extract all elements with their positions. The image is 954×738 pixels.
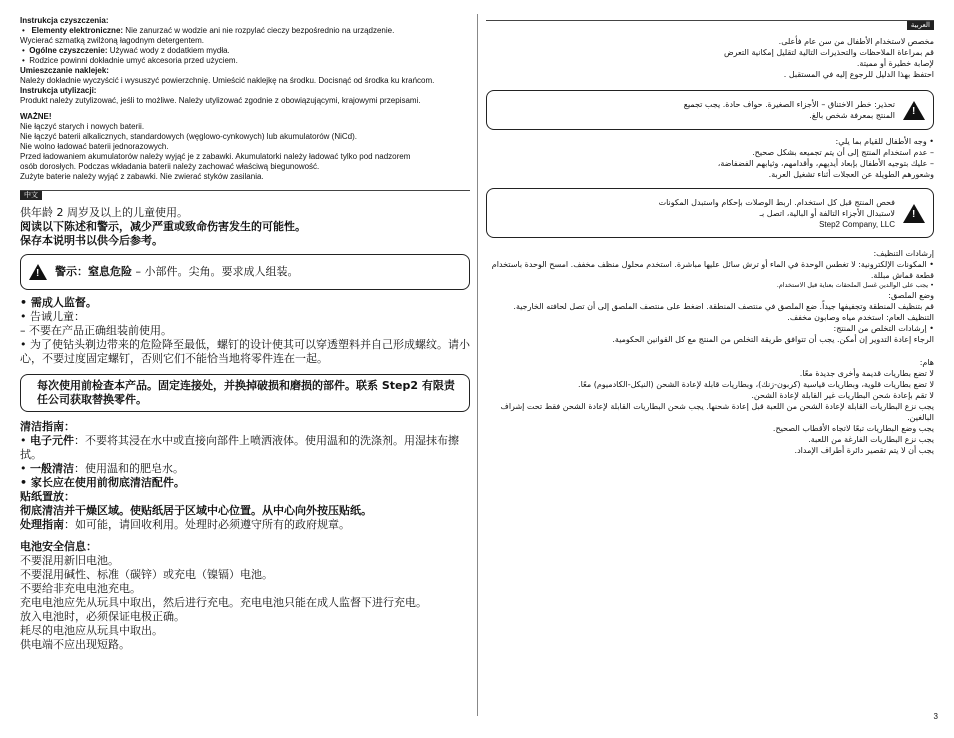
zh-clean-title: 清洁指南： [20, 420, 75, 433]
zh-general-label: 一般清洁 [30, 462, 74, 475]
zh-battery-line: 耗尽的电池应从玩具中取出。 [20, 624, 163, 637]
zh-no-play-assembly: – 不要在产品正确组装前使用。 [20, 324, 172, 337]
zh-battery-line: 不要给非充电电池充电。 [20, 582, 141, 595]
pl-general-text: Używać wody z dodatkiem mydła. [107, 46, 230, 55]
pl-disposal-title: Instrukcja utylizacji: [20, 86, 97, 95]
ar-cleaning-note: • يجب على الوالدين غسل الملحقات بعناية قبل الاستخدام. [776, 281, 934, 289]
ar-disposal-text: الرجاء إعادة التدوير إن أمكن. يجب أن تتوافق طريقة التخلص من المنتج مع كل القوانين الحكومية. [612, 335, 934, 344]
pl-parents-text: Rodzice powinni dokładnie umyć akcesoria przed użyciem. [29, 56, 238, 65]
zh-age: 供年龄 2 周岁及以上的儿童使用。 [20, 206, 188, 219]
pl-battery-line: Zużyte baterie należy wyjąć z zabawki. Nie zwierać styków zasilania. [20, 172, 264, 181]
zh-inspect-text: 每次使用前检查本产品。固定连接处，并换掉破损和磨损的部件。联系 Step2 有限责任公司获取替换零件。 [37, 379, 455, 406]
ar-important-title: هام: [919, 358, 934, 367]
ar-intro-line: مخصص لاستخدام الأطفال من سن عام فأعلى. [778, 37, 934, 46]
zh-warn-text: – 小部件。尖角。要求成人组装。 [132, 265, 299, 278]
chinese-lang-tag: 中文 [20, 191, 42, 200]
pl-battery-line: Nie łączyć starych i nowych baterii. [20, 122, 145, 131]
arabic-lang-tag: العربية [907, 21, 934, 30]
ar-sticker-text: قم بتنظيف المنطقة وتجفيفها جيداً. ضع الملصق في منتصف المنطقة. اضغط على منتصف الملصق إلى أن تصل لحافته الخارجية. [513, 302, 934, 311]
zh-drill-warning: 为了使钻头剃边带来的危险降至最低，螺钉的设计使其可以穿透塑料并自己形成螺纹。请小心，不要过度固定螺钉，否则它们不能恰当地将零件连在一起。 [20, 338, 470, 365]
ar-supervision-line: – عدم استخدام المنتج إلى أن يتم تجميعه بشكل صحيح. [752, 148, 934, 157]
page-number: 3 [933, 712, 938, 721]
arabic-section [486, 36, 934, 456]
ar-battery-line: يجب وضع البطاريات تبعًا لاتجاه الأقطاب الصحيح. [772, 424, 934, 433]
ar-choking-warning-box [486, 90, 934, 130]
zh-parents-clean: 家长应在使用前彻底清洁配件。 [30, 476, 185, 489]
zh-elec-text: ：不要将其浸在水中或直接向部件上喷洒液体。使用温和的洗涤剂。用湿抹布擦拭。 [20, 434, 459, 461]
zh-disposal-text: ：如可能，请回收利用。处理时必须遵守所有的政府规章。 [64, 518, 350, 531]
zh-adult-assembly: 需成人监督。 [30, 296, 97, 309]
ar-battery-line: يجب أن لا يتم تقصير دائرة أطراف الإمداد. [794, 446, 934, 455]
zh-tell-children: 告诫儿童： [30, 310, 85, 323]
ar-warn2-company: Step2 Company, LLC [819, 219, 895, 229]
pl-battery-line: Nie wolno ładować baterii jednorazowych. [20, 142, 169, 151]
ar-battery-line: يجب نزع البطاريات الفارغة من اللعبة. [808, 435, 934, 444]
zh-battery-line: 放入电池时，必须保证电极正确。 [20, 610, 185, 623]
zh-disposal-label: 处理指南 [20, 518, 64, 531]
pl-electronic-text2: Wycierać szmatką zwilżoną łagodnym detergentem. [20, 36, 205, 45]
ar-sticker-title: وضع الملصق: [888, 291, 934, 300]
zh-battery-line: 充电电池应先从玩具中取出，然后进行充电。充电电池只能在成人监督下进行充电。 [20, 596, 427, 609]
pl-electronic-text: Nie zanurzać w wodzie ani nie rozpylać cieczy bezpośrednio na urządzenie. [123, 26, 395, 35]
zh-general-text: ：使用温和的肥皂水。 [74, 462, 184, 475]
chinese-section: 供年龄 2 周岁及以上的儿童使用。 阅读以下陈述和警示，减少严重或致命伤害发生的可能性。 保存本说明书以供今后参考。 ! 警示：窒息危险 – 小部件。尖角。要求成人组装。 • 需成人监督。 • 告诫儿童： – 不要在产品正确组装前使用。 • 为了使钻头剃边带来的危险降至最低，螺钉的设计使其可以穿透塑料并自己形成螺纹。请小心，不要过度固定螺钉，否则它们不能恰当地将零件连在一起。 每次使用前检查本产品。固定连接处，并换掉破损和磨损的部件。联系 Step2 有限责任公司获取替换零件。 清洁指南： • 电子元件：不要将其浸在水中或直接向部件上喷洒液体。使用温和的洗涤剂。用湿抹布擦拭。 • 一般清洁：使用温和的肥皂水。 • 家长应在使用前彻底清洁配件。 贴纸置放： 彻底清洁并干燥区域。使贴纸居于区域中心位置。从中心向外按压贴纸。 处理指南：如可能，请回收利用。处理时必须遵守所有的政府规章。 电池安全信息： 不要混用新旧电池。 不要混用碱性、标准（碳锌）或充电（镍镉）电池。 不要给非充电电池充电。 充电电池应先从玩具中取出，然后进行充电。充电电池只能在成人监督下进行充电。 放入电池时，必须保证电极正确。 耗尽的电池应从玩具中取出。 供电端不应出现短路。 [20, 206, 470, 651]
zh-choking-warning-box [20, 254, 470, 290]
warning-triangle-icon: ! [903, 101, 925, 120]
warning-triangle-icon: ! [903, 204, 925, 223]
pl-battery-line: Nie łączyć baterii alkalicznych, standardowych (węglowo-cynkowych) lub akumulatorów (NiCd). [20, 132, 358, 141]
pl-battery-line: Przed ładowaniem akumulatorów należy wyjąć je z zabawki. Akumulatorki należy ładować tylko pod nadzorem [20, 152, 411, 161]
polish-section: Instrukcja czyszczenia: • Elementy elektroniczne: Nie zanurzać w wodzie ani nie rozpylać cieczy bezpośrednio na urządzenie. Wycierać szmatką zwilżoną łagodnym detergentem. • Ogólne czyszczenie: Używać wody z dodatkiem mydła. • Rodzice powinni dokładnie umyć akcesoria przed użyciem. Umieszczanie naklejek: Należy dokładnie wyczyścić i wysuszyć powierzchnię. Umieścić naklejkę na środku. Docisnąć od środka ku krańcom. Instrukcja utylizacji: Produkt należy zutylizować, jeśli to możliwe. Należy utylizować zgodnie z obowiązującymi, krajowymi przepisami. WAŻNE! Nie łączyć starych i nowych baterii. Nie łączyć baterii alkalicznych, standardowych (węglowo-cynkowych) lub akumulatorów (NiCd). Nie wolno ładować baterii jednorazowych. Przed ładowaniem akumulatorów należy wyjąć je z zabawki. Akumulatorki należy ładować tylko pod nadzorem osób dorosłych. Podczas wkładania baterii należy zachować właściwą biegunowość. Zużyte baterie należy wyjąć z zabawki. Nie zwierać styków zasilania. [20, 16, 470, 182]
ar-battery-line: لا تقم بإعادة شحن البطاريات غير القابلة لإعادة الشحن. [751, 391, 934, 400]
ar-warn2: فحص المنتج قبل كل استخدام. اربط الوصلات بإحكام واستبدل المكونات لاستبدال الأجزاء التالفة أو البالية، اتصل بـ [658, 197, 895, 218]
ar-general-clean: التنظيف العام: استخدم مياه وصابون مخفف. [787, 313, 934, 322]
pl-general-label: Ogólne czyszczenie: [29, 46, 108, 55]
zh-battery-line: 不要混用碱性、标准（碳锌）或充电（镍镉）电池。 [20, 568, 273, 581]
zh-battery-line: 不要混用新旧电池。 [20, 554, 119, 567]
arabic-lang-bar [486, 20, 934, 30]
ar-battery-line: لا تضع بطاريات قديمة وأخرى جديدة معًا. [799, 369, 934, 378]
pl-disposal-text: Produkt należy zutylizować, jeśli to możliwe. Należy utylizować zgodnie z obowiązującymi, krajowymi przepisami. [20, 96, 421, 105]
zh-warn-label: 警示：窒息危险 [55, 265, 132, 278]
zh-battery-line: 供电端不应出现短路。 [20, 638, 130, 651]
pl-sticker-text: Należy dokładnie wyczyścić i wysuszyć powierzchnię. Umieścić naklejkę na środku. Docisnąć od środka ku krańcom. [20, 76, 435, 85]
pl-electronic-label: Elementy elektroniczne: [31, 26, 124, 35]
zh-read-warning: 阅读以下陈述和警示，减少严重或致命伤害发生的可能性。 [20, 220, 306, 233]
ar-supervision-line: وشعورهم الطويلة عن العجلات أثناء تشغيل العربة. [768, 170, 934, 179]
ar-warn1: تحذير: خطر الاختناق – الأجزاء الصغيرة. حواف حادة. يجب تجميع المنتج بمعرفة شخص بالغ. [683, 100, 895, 120]
ar-intro-line: قم بمراعاة الملاحظات والتحذيرات التالية لتقليل إمكانية التعرض [723, 48, 934, 57]
chinese-lang-bar [20, 190, 470, 200]
ar-cleaning-elec: • المكونات الإلكترونية: لا تغطس الوحدة في الماء أو ترش سائل عليها مباشرة. استخدم محلول منظف مخفف. امسح الوحدة باستخدام قطعة قماش مبللة. [491, 260, 934, 280]
ar-inspect-box [486, 188, 934, 238]
zh-inspect-box [20, 374, 470, 412]
pl-sticker-title: Umieszczanie naklejek: [20, 66, 109, 75]
ar-battery-line: لا تضع بطاريات قلوية، وبطاريات قياسية (كربون-زنك)، وبطاريات قابلة لإعادة الشحن (النيكل-الكادميوم) معًا. [578, 380, 934, 389]
pl-cleaning-title: Instrukcja czyszczenia: [20, 16, 109, 25]
ar-disposal-title: • إرشادات التخلص من المنتج: [833, 324, 934, 333]
ar-cleaning-title: إرشادات التنظيف: [873, 249, 934, 258]
zh-battery-title: 电池安全信息： [20, 540, 97, 553]
column-divider [477, 14, 478, 716]
zh-elec-label: 电子元件 [30, 434, 74, 447]
zh-sticker-title: 贴纸置放： [20, 490, 75, 503]
ar-intro-line: لإصابة خطيرة أو مميتة. [856, 59, 934, 68]
ar-supervision-line: – عليك بتوجيه الأطفال بإبعاد أيديهم، وأقدامهم، وثيابهم الفضفاضة، [717, 159, 934, 168]
ar-supervision-line: • وجه الأطفال للقيام بما يلي: [835, 137, 934, 146]
warning-triangle-icon: ! [29, 264, 47, 280]
pl-battery-line: osób dorosłych. Podczas wkładania baterii należy zachować właściwą biegunowość. [20, 162, 320, 171]
ar-battery-line: يجب نزع البطاريات القابلة لإعادة الشحن من اللعبة قبل إعادة شحنها. يجب شحن البطاريات القابلة لإعادة الشحن فقط تحت إشراف البالغين. [500, 402, 934, 422]
zh-keep-manual: 保存本说明书以供今后参考。 [20, 234, 163, 247]
ar-intro-line: احتفظ بهذا الدليل للرجوع إليه في المستقبل . [783, 70, 934, 79]
zh-sticker-text: 彻底清洁并干燥区域。使贴纸居于区域中心位置。从中心向外按压贴纸。 [20, 504, 372, 517]
pl-important-title: WAŻNE! [20, 112, 52, 121]
